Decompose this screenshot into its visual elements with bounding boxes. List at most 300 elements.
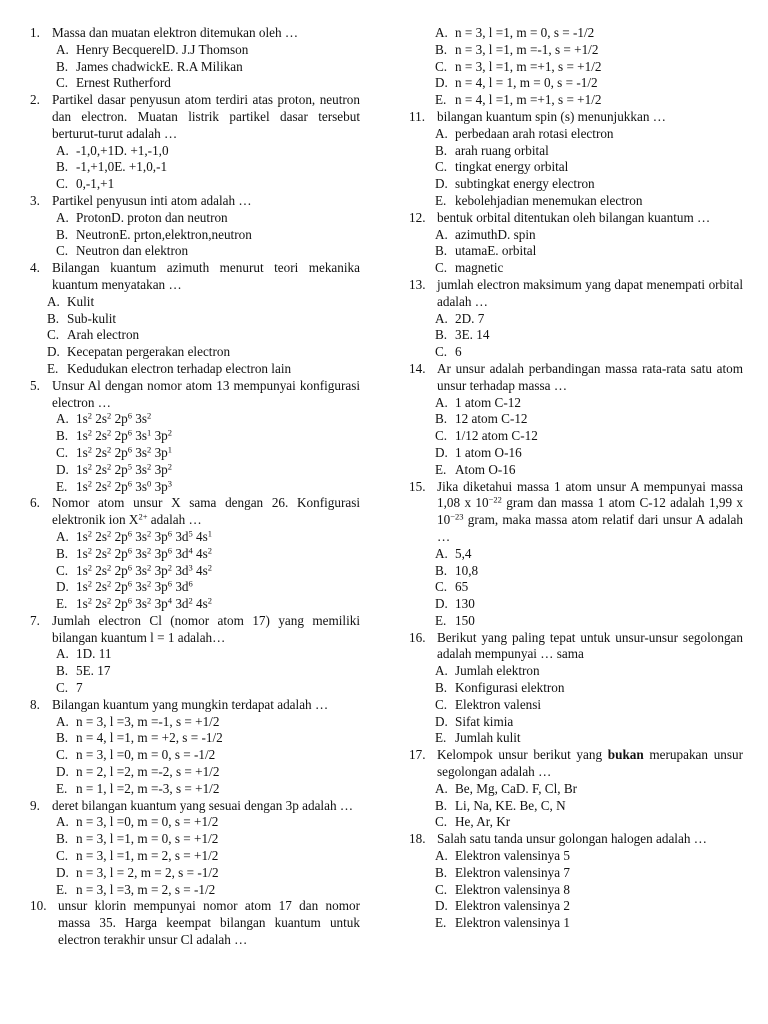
electron-count: 2 (107, 528, 112, 539)
option-letter: E. (56, 881, 68, 897)
option-text: 150 (455, 612, 475, 628)
electron-count: 2 (147, 545, 152, 556)
option-letter: E. (56, 596, 68, 612)
answer-option (30, 479, 360, 496)
option-text: 14 (476, 327, 490, 343)
option-text: Kulit (67, 293, 95, 309)
option-letter: A. (435, 226, 448, 242)
answer-option-row (30, 159, 360, 176)
answer-option (409, 411, 743, 428)
option-text: Ernest Rutherford (76, 75, 171, 91)
electron-count: 2 (147, 578, 152, 589)
option-letter: B. (435, 680, 448, 696)
orbital: 3s (135, 528, 148, 544)
superscript: −22 (488, 494, 502, 505)
option-letter: A. (435, 394, 448, 410)
option-text: n = 2, l =2, m =-2, s = +1/2 (76, 764, 220, 780)
option-letter: B. (435, 142, 448, 158)
orbital: 4s (196, 545, 208, 561)
option-letter: A. (56, 41, 69, 57)
electron-count: 2 (87, 545, 92, 556)
question-stem (409, 277, 743, 311)
orbital: 3s (135, 562, 148, 578)
option-text: 12 atom C-12 (455, 411, 528, 427)
answer-option (30, 814, 360, 831)
question-number: 17. (409, 747, 426, 763)
answer-option-row (30, 680, 360, 697)
orbital: 3p (154, 478, 168, 494)
answer-option (409, 563, 743, 580)
orbital: 3d (175, 528, 189, 544)
orbital: 3s (135, 428, 148, 444)
option-text: n = 3, l =1, m =+1, s = +1/2 (455, 58, 602, 74)
question-text (437, 479, 743, 546)
question-number: 16. (409, 629, 426, 645)
electron-count: 2 (87, 578, 92, 589)
electron-count: 6 (127, 595, 132, 606)
orbital: 3d (175, 562, 189, 578)
question-number: 9. (30, 797, 40, 813)
orbital: 1s (76, 528, 88, 544)
electron-count: 0 (147, 478, 152, 489)
option-text: 1 atom O-16 (455, 444, 522, 460)
question-text (52, 495, 360, 529)
answer-option (409, 395, 743, 412)
question (409, 210, 743, 277)
orbital: 2p (114, 428, 128, 444)
question-number: 8. (30, 696, 40, 712)
stem-part: Nomor atom unsur X sama dengan 26. Konfigurasi elektronik ion X (52, 495, 360, 528)
option-text: spin (513, 226, 536, 242)
option-letter: D. (114, 142, 128, 158)
question (409, 479, 743, 630)
answer-option (409, 680, 743, 697)
option-text: Sub-kulit (67, 310, 117, 326)
answer-option (30, 579, 360, 596)
answer-option-row (30, 75, 360, 92)
orbital: 2p (114, 562, 128, 578)
option-text: Jumlah elektron (455, 663, 540, 679)
orbital: 3s (135, 596, 148, 612)
electron-count: 4 (188, 545, 193, 556)
electron-count: 6 (127, 427, 132, 438)
second-option (162, 59, 243, 76)
option-text: Be, C, N (519, 797, 566, 813)
option-letter: E. (435, 461, 447, 477)
option-text: Elektron valensi (455, 696, 542, 712)
answer-option (30, 529, 360, 546)
question-number: 3. (30, 192, 40, 208)
option-text: Elektron valensinya 2 (455, 898, 570, 914)
question-number: 15. (409, 478, 426, 494)
question (409, 630, 743, 748)
question (409, 361, 743, 479)
second-option (462, 327, 490, 344)
option-text: -1,0,+1 (76, 142, 115, 158)
question-stem (409, 831, 743, 848)
answer-option (409, 176, 743, 193)
question (30, 193, 360, 260)
orbital: 3d (175, 596, 189, 612)
answer-option-row (409, 327, 743, 344)
orbital: 2s (95, 545, 108, 561)
option-text: proton dan neutron (127, 209, 228, 225)
option-letter: C. (435, 428, 448, 444)
option-text: Sifat kimia (455, 713, 514, 729)
orbital: 3p (154, 461, 168, 477)
option-letter: E. (435, 730, 447, 746)
electron-count: 6 (127, 410, 132, 421)
electron-configuration (76, 546, 212, 563)
option-text: -1,+1,0 (76, 159, 115, 175)
option-letter: A. (56, 209, 69, 225)
orbital: 2p (114, 461, 128, 477)
option-letter: E. (162, 58, 174, 74)
electron-count: 6 (127, 562, 132, 572)
option-text: n = 4, l =1, m = +2, s = -1/2 (76, 730, 223, 746)
orbital: 3p (154, 528, 168, 544)
answer-option (409, 613, 743, 630)
orbital: 2s (95, 579, 108, 595)
question-stem (30, 495, 360, 529)
option-letter: E. (114, 159, 126, 175)
orbital: 3s (135, 579, 148, 595)
answer-option (409, 25, 743, 42)
question (30, 378, 360, 496)
question-number: 12. (409, 209, 426, 225)
electron-count: 2 (147, 528, 152, 539)
option-text: 1 (76, 646, 83, 662)
question-text: Unsur Al dengan nomor atom 13 mempunyai konfigurasi electron … (52, 377, 360, 410)
question-number: 4. (30, 260, 40, 276)
option-letter: A. (56, 142, 69, 158)
orbital: 2p (114, 596, 128, 612)
answer-option-row (30, 176, 360, 193)
option-letter: A. (435, 125, 448, 141)
stem-part: merupakan unsur segolongan adalah … (437, 747, 744, 780)
question (30, 25, 360, 92)
orbital: 4s (196, 596, 208, 612)
electron-count: 2 (107, 562, 112, 572)
option-letter: A. (56, 814, 69, 830)
option-text: He, Ar, Kr (455, 814, 511, 830)
electron-count: 5 (188, 528, 193, 539)
orbital: 3p (154, 428, 168, 444)
question-number: 7. (30, 612, 40, 628)
electron-count: 6 (127, 444, 132, 455)
option-text: Konfigurasi elektron (455, 680, 565, 696)
question-stem (30, 193, 360, 210)
electron-count: 2 (87, 427, 92, 438)
option-text: +1,-1,0 (130, 142, 169, 158)
orbital: 3s (135, 478, 148, 494)
option-text: 1 atom C-12 (455, 394, 521, 410)
option-letter: C. (56, 680, 69, 696)
electron-configuration (76, 462, 172, 479)
electron-count: 2 (87, 461, 92, 472)
electron-configuration (76, 529, 212, 546)
electron-count: 2 (207, 545, 213, 556)
option-letter: C. (56, 562, 69, 578)
option-text: Neutron (76, 226, 120, 242)
answer-option (30, 781, 360, 798)
orbital: 4s (196, 562, 208, 578)
option-letter: D. (56, 764, 69, 780)
orbital: 2p (114, 545, 128, 561)
option-letter: B. (435, 562, 448, 578)
question-text: jumlah electron maksimum yang dapat menempati orbital adalah … (437, 276, 743, 309)
electron-count: 2 (147, 461, 152, 472)
orbital: 2s (95, 411, 108, 427)
question-text: Partikel penyusun inti atom adalah … (52, 192, 252, 208)
question-number: 14. (409, 360, 426, 376)
electron-count: 2 (107, 578, 112, 589)
superscript: −23 (450, 511, 464, 522)
option-text: 5 (76, 663, 83, 679)
option-letter: D. (435, 176, 448, 192)
question-text: Berikut yang paling tepat untuk unsur-unsur segolongan adalah mempunyai … sama (437, 629, 743, 662)
answer-option-row (30, 227, 360, 244)
electron-count: 2 (87, 562, 92, 572)
electron-count: 1 (207, 528, 213, 539)
option-text: perbedaan arah rotasi electron (455, 125, 614, 141)
answer-option (30, 327, 360, 344)
option-letter: B. (435, 797, 448, 813)
question-number: 13. (409, 276, 426, 292)
option-text: magnetic (455, 260, 504, 276)
question (409, 25, 743, 109)
question (30, 495, 360, 613)
question-text: Ar unsur adalah perbandingan massa rata-rata satu atom unsur terhadap massa … (437, 360, 743, 393)
electron-count: 2 (107, 444, 112, 455)
stem-part: Kelompok unsur berikut yang (437, 747, 608, 763)
option-letter: D. (435, 898, 448, 914)
question-text: bentuk orbital ditentukan oleh bilangan kuantum … (437, 209, 711, 225)
question-text (437, 747, 743, 781)
electron-count: 6 (127, 578, 132, 589)
option-text: 2 (455, 310, 462, 326)
second-option (166, 42, 249, 59)
question-text: Jumlah electron Cl (nomor atom 17) yang memiliki bilangan kuantum l = 1 adalah… (52, 612, 360, 645)
answer-option (30, 411, 360, 428)
option-letter: E. (47, 360, 59, 376)
orbital: 3s (135, 545, 148, 561)
option-text: n = 3, l =1, m = 0, s = -1/2 (455, 25, 595, 40)
question-text: deret bilangan kuantum yang sesuai dengan 3p adalah … (52, 797, 354, 813)
question-stem (30, 378, 360, 412)
answer-option (30, 546, 360, 563)
option-text: n = 3, l =3, m =-1, s = +1/2 (76, 713, 220, 729)
electron-count: 2 (107, 595, 112, 606)
option-letter: C. (435, 159, 448, 175)
question-text: Partikel dasar penyusun atom terdiri atas proton, neutron dan electron. Muatan listrik partikel dasar tersebut berturut-turut adalah … (52, 92, 360, 141)
option-letter: A. (435, 848, 448, 864)
answer-option (409, 848, 743, 865)
option-letter: C. (56, 444, 69, 460)
electron-count: 2 (87, 528, 92, 539)
option-text: n = 3, l = 2, m = 2, s = -1/2 (76, 864, 219, 880)
answer-option (409, 143, 743, 160)
option-letter: D. (435, 444, 448, 460)
electron-count: 2 (87, 410, 92, 421)
option-letter: B. (56, 730, 69, 746)
option-letter: C. (435, 260, 448, 276)
question-stem (409, 109, 743, 126)
question-number: 5. (30, 377, 40, 393)
electron-count: 2 (107, 478, 112, 489)
right-column (409, 25, 743, 932)
question-text: bilangan kuantum spin (s) menunjukkan … (437, 108, 666, 124)
option-letter: C. (56, 747, 69, 763)
stem-part: Jika diketahui massa 1 atom unsur A mempunyai massa 1,08 x 10 (437, 478, 743, 511)
option-letter: E. (56, 780, 68, 796)
answer-option-row (30, 210, 360, 227)
option-text: Jumlah kulit (455, 730, 521, 746)
question-number: 6. (30, 495, 40, 511)
second-option (114, 159, 167, 176)
option-letter: D. (47, 344, 60, 360)
answer-option-row (409, 781, 743, 798)
electron-count: 2 (207, 562, 213, 572)
answer-option (409, 462, 743, 479)
option-text: 5,4 (455, 545, 472, 561)
orbital: 1s (76, 579, 88, 595)
option-text: n = 3, l =0, m = 0, s = +1/2 (76, 814, 219, 830)
second-option (83, 663, 111, 680)
orbital: 3s (135, 461, 148, 477)
answer-option-row (409, 227, 743, 244)
option-letter: D. (435, 596, 448, 612)
electron-count: 6 (127, 528, 132, 539)
answer-option-row (409, 243, 743, 260)
electron-count: 2 (188, 595, 193, 606)
question-text: Bilangan kuantum azimuth menurut teori mekanika kuantum menyatakan … (52, 260, 360, 292)
answer-option (30, 747, 360, 764)
option-letter: C. (56, 75, 69, 91)
option-text: Kedudukan electron terhadap electron lain (67, 360, 292, 376)
electron-configuration (76, 411, 151, 428)
answer-option-row (409, 814, 743, 831)
question-number: 1. (30, 25, 40, 40)
stem-emphasis: bukan (607, 747, 644, 763)
orbital: 2s (95, 461, 108, 477)
electron-count: 3 (167, 478, 173, 489)
option-text: Kecepatan pergerakan electron (67, 344, 231, 360)
option-letter: D. (497, 226, 511, 242)
answer-option (409, 714, 743, 731)
option-letter: C. (435, 344, 448, 360)
option-text: Elektron valensinya 1 (455, 915, 570, 931)
option-text: 6 (455, 344, 462, 360)
superscript: 2+ (138, 511, 148, 522)
answer-option (409, 59, 743, 76)
option-text: Elektron valensinya 5 (455, 848, 570, 864)
orbital: 2p (114, 528, 128, 544)
answer-option-row (409, 798, 743, 815)
option-letter: B. (56, 428, 69, 444)
option-text: n = 1, l =2, m =-3, s = +1/2 (76, 780, 220, 796)
question (30, 92, 360, 193)
orbital: 1s (76, 444, 88, 460)
option-text: 7 (76, 680, 83, 696)
answer-option (409, 697, 743, 714)
answer-option (30, 831, 360, 848)
electron-configuration (76, 596, 212, 613)
option-text: n = 3, l =0, m = 0, s = -1/2 (76, 747, 216, 763)
option-text: Be, Mg, Ca (455, 780, 516, 796)
option-text: azimuth (455, 226, 498, 242)
option-letter: D. (56, 579, 69, 595)
answer-option-row (409, 260, 743, 277)
answer-option (409, 445, 743, 462)
question (30, 798, 360, 899)
answer-option (409, 428, 743, 445)
question-stem (409, 747, 743, 781)
option-letter: B. (56, 159, 69, 175)
orbital: 1s (76, 428, 88, 444)
option-letter: E. (504, 797, 517, 813)
option-letter: C. (56, 243, 69, 259)
option-text: +1,0,-1 (128, 159, 168, 175)
orbital: 2p (114, 579, 128, 595)
option-text: 11 (98, 646, 112, 662)
answer-option-row (30, 42, 360, 59)
question (30, 898, 360, 948)
option-text: Proton (76, 209, 112, 225)
question (30, 613, 360, 697)
electron-configuration (76, 563, 212, 580)
second-option (462, 311, 485, 328)
orbital: 3p (154, 579, 168, 595)
second-option (487, 243, 536, 260)
option-letter: E. (435, 915, 447, 931)
answer-option (30, 563, 360, 580)
option-letter: D. (461, 310, 475, 326)
option-letter: E. (435, 612, 447, 628)
answer-option (409, 596, 743, 613)
option-letter: B. (56, 545, 69, 561)
answer-option (30, 848, 360, 865)
electron-count: 2 (147, 595, 152, 606)
option-text: orbital (501, 243, 537, 259)
electron-count: 2 (87, 478, 92, 489)
option-text: Li, Na, K (455, 797, 505, 813)
option-letter: D. (56, 864, 69, 880)
electron-count: 6 (167, 528, 173, 539)
option-letter: B. (56, 663, 69, 679)
option-text: kebolehjadian menemukan electron (455, 192, 643, 208)
question-stem (30, 25, 360, 42)
option-text: Elektron valensinya 7 (455, 864, 570, 880)
option-letter: A. (56, 528, 69, 544)
answer-option-row (409, 311, 743, 328)
question-text: Bilangan kuantum yang mungkin terdapat adalah … (52, 696, 329, 712)
orbital: 2s (95, 444, 108, 460)
answer-option (30, 865, 360, 882)
orbital: 3p (154, 562, 168, 578)
option-letter: C. (56, 848, 69, 864)
answer-option (30, 361, 360, 378)
second-option (497, 227, 535, 244)
orbital: 3d (175, 545, 189, 561)
option-letter: B. (435, 327, 448, 343)
second-option (111, 210, 227, 227)
option-text: F, Cl, Br (531, 780, 578, 796)
answer-option-row (30, 143, 360, 160)
answer-option (409, 42, 743, 59)
orbital: 1s (76, 478, 88, 494)
electron-count: 2 (87, 595, 92, 606)
